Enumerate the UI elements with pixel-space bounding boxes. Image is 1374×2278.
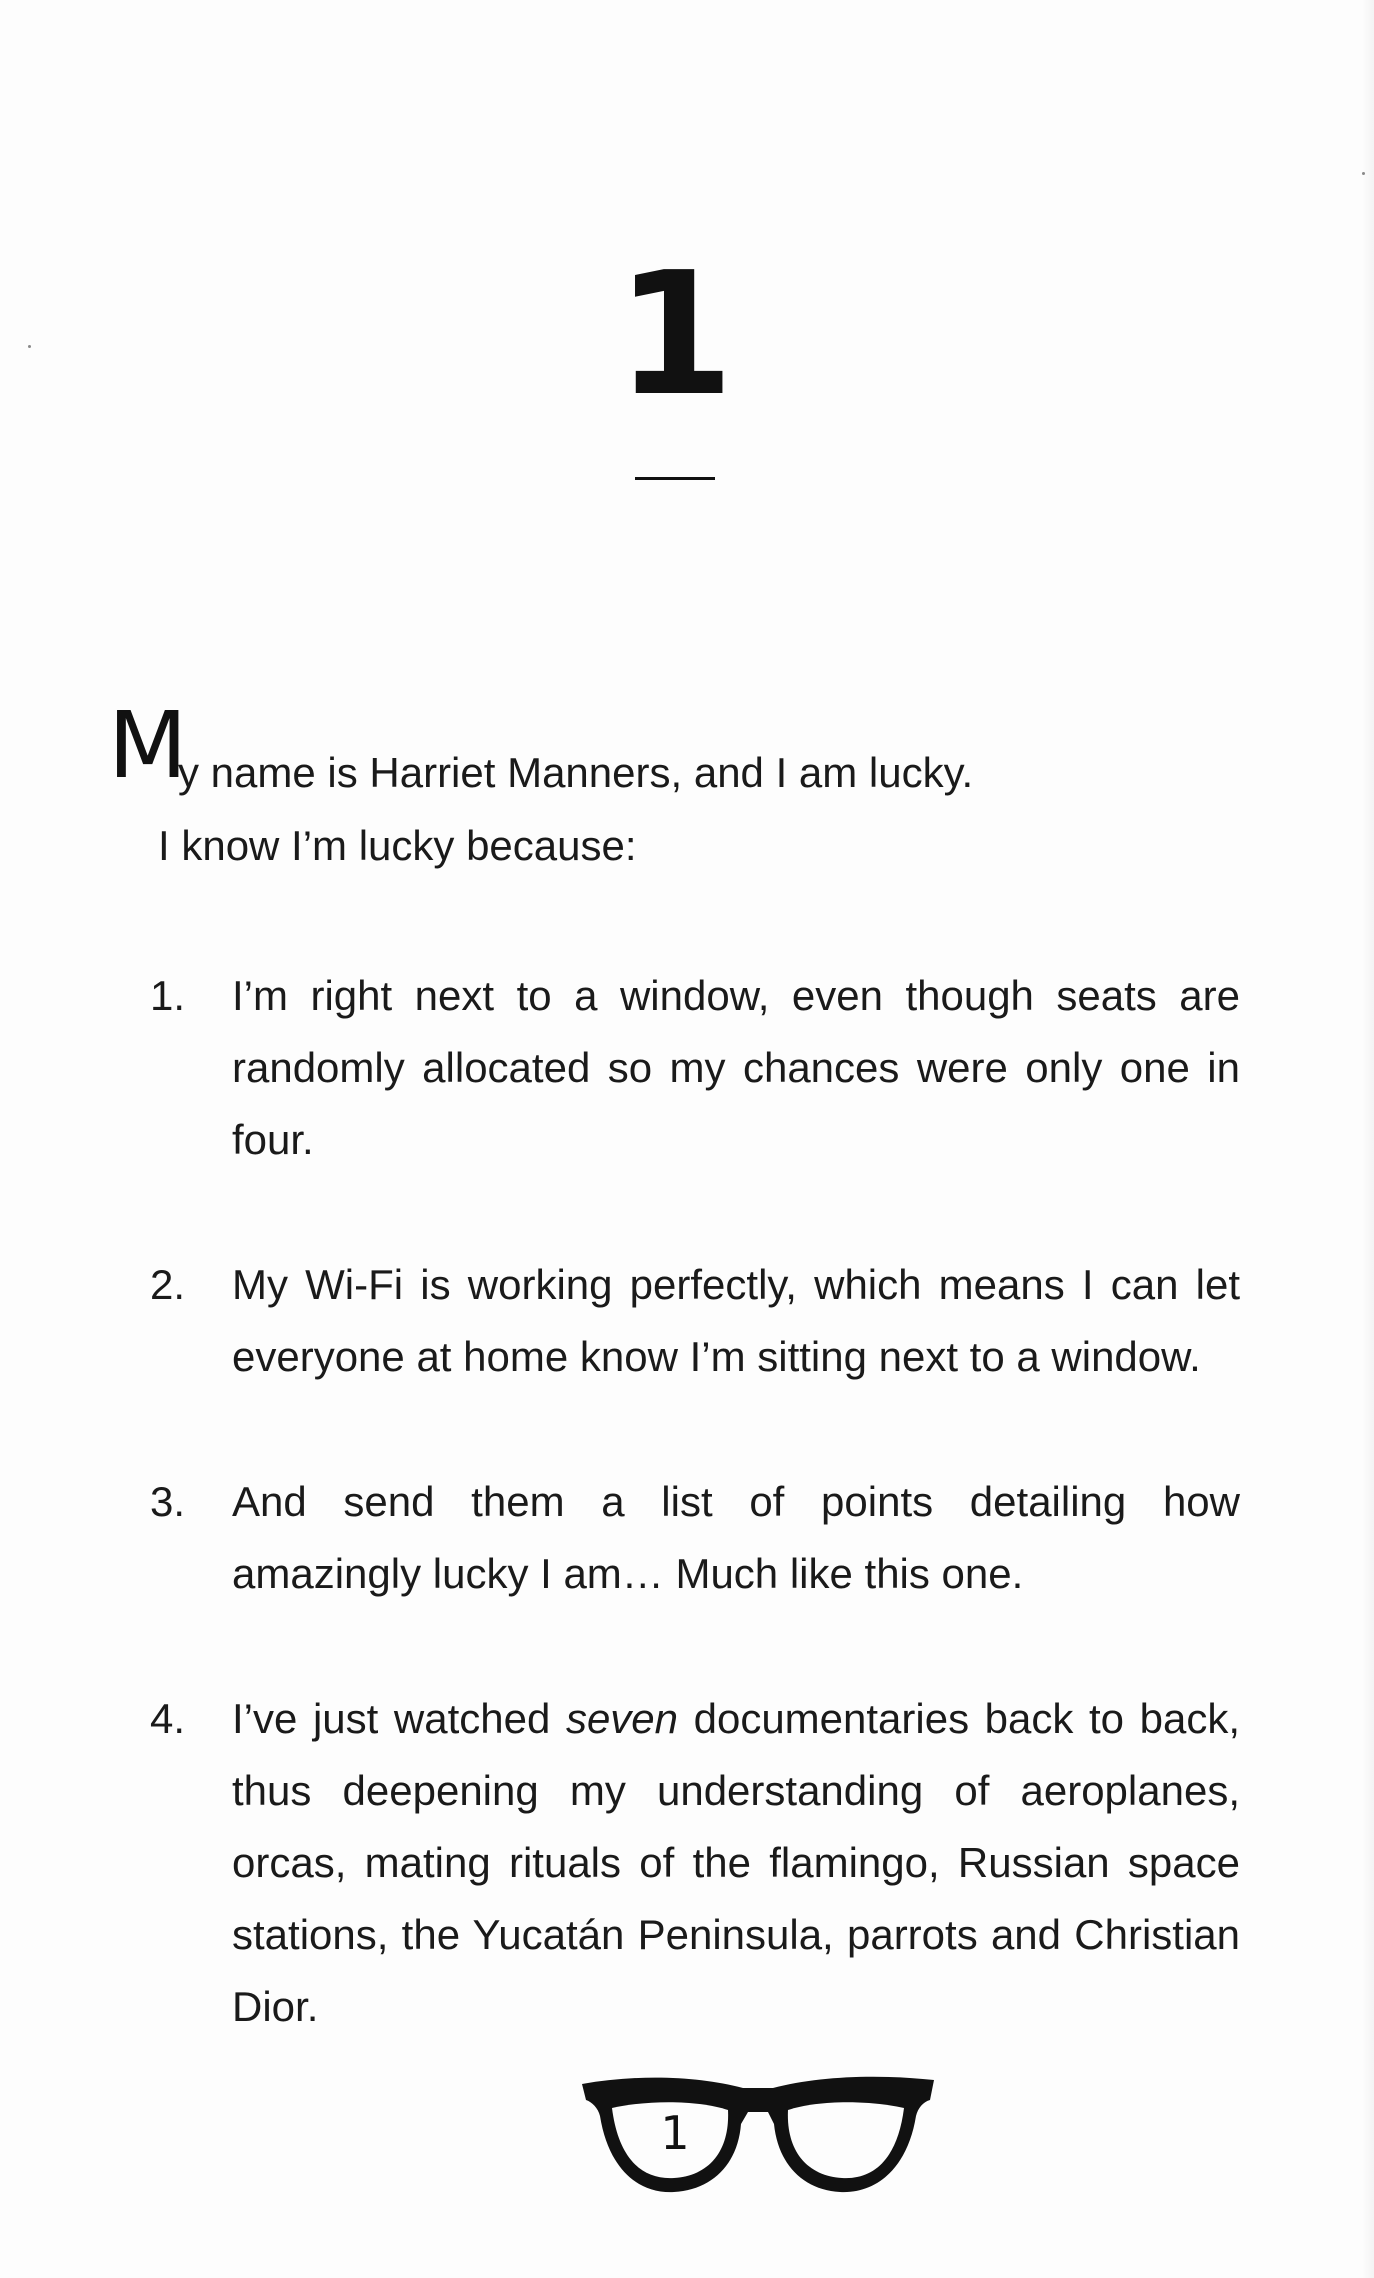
lucky-reasons-list: [150, 960, 1240, 2116]
list-item-text: [232, 1683, 1240, 2043]
intro-line-2: I know I’m lucky because:: [158, 822, 637, 869]
list-item: [150, 1466, 1240, 1610]
list-item-text: My Wi-Fi is working perfectly, which means I can let everyone at home know I’m sitting next to a window.: [232, 1261, 1240, 1380]
list-item-number: 2.: [150, 1261, 186, 1308]
list-item: [150, 960, 1240, 1176]
list-item: [150, 1683, 1240, 2043]
list-item-text: I’m right next to a window, even though seats are randomly allocated so my chances were only one in four.: [232, 972, 1240, 1163]
list-item-text-emphasis: seven: [565, 1695, 679, 1742]
paper-speck: [1362, 172, 1365, 175]
chapter-rule: [635, 477, 715, 480]
page-number: 1: [660, 2106, 690, 2160]
drop-cap: M: [108, 692, 188, 799]
chapter-number: 1: [615, 236, 735, 434]
list-item-number: 3.: [150, 1478, 186, 1525]
page-edge-shadow: [1362, 0, 1374, 2278]
glasses-icon: [578, 2066, 938, 2206]
paper-speck: [28, 345, 31, 348]
list-item-number: 1.: [150, 972, 186, 1019]
intro-line-1: y name is Harriet Manners, and I am lucky.: [178, 749, 974, 796]
list-item-text-after: documentaries back to back, thus deepening my understanding of aeroplanes, orcas, mating rituals of the flamingo, Russian space stations, the Yucatán Peninsula, parrots and Christian Dior.: [232, 1695, 1240, 2030]
list-item: [150, 1249, 1240, 1393]
list-item-text: And send them a list of points detailing how amazingly lucky I am… Much like this one.: [232, 1478, 1240, 1597]
list-item-text-before: I’ve just watched: [232, 1695, 566, 1742]
list-item-number: 4.: [150, 1695, 186, 1742]
